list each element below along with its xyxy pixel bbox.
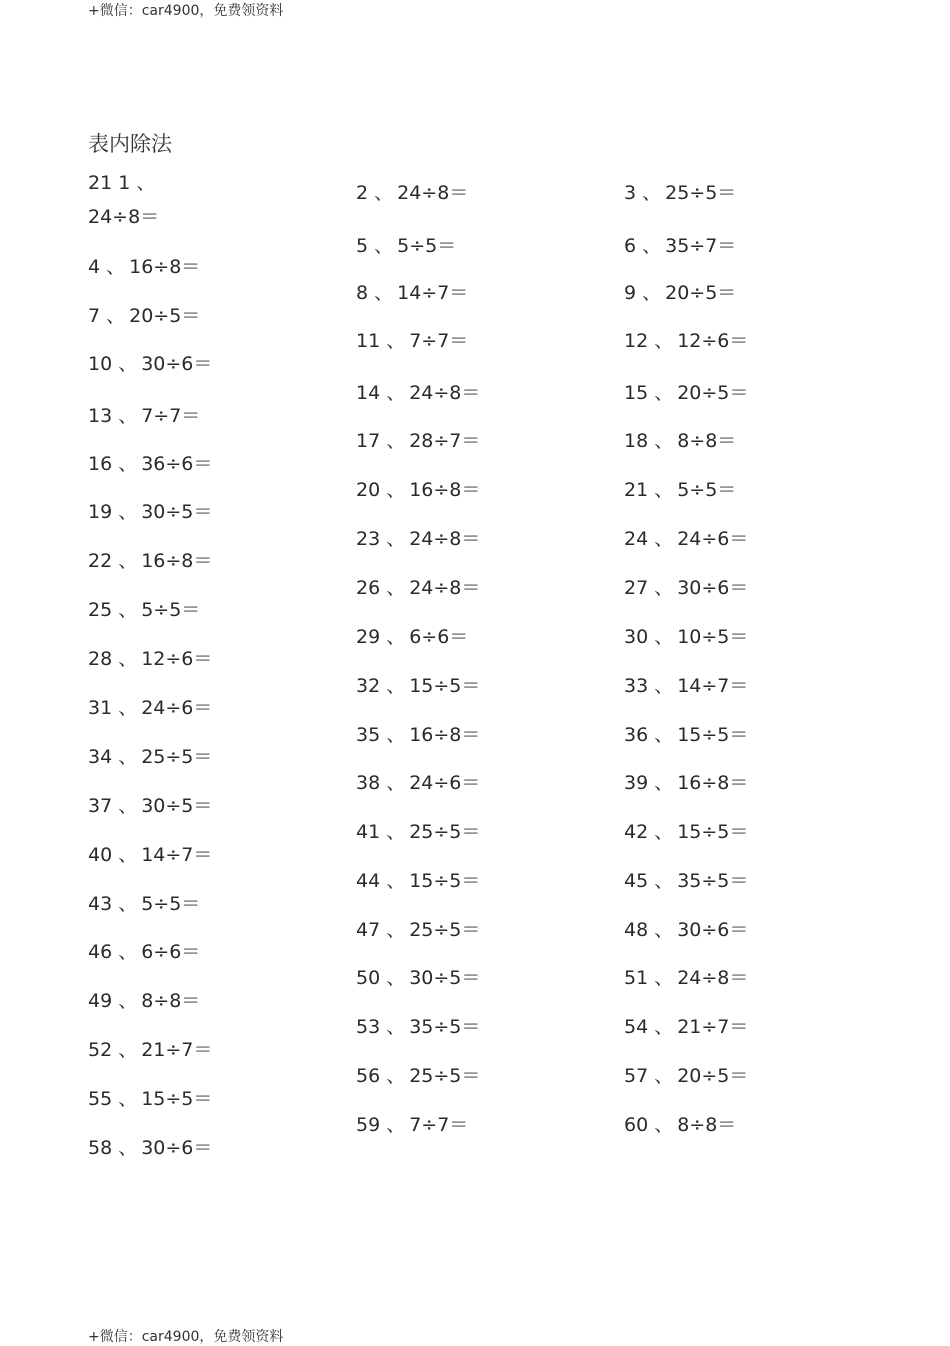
problem-separator: 、 [386,430,406,452]
problem-number: 44 [356,870,381,892]
problem-expression: 30÷6＝ [677,919,749,941]
problem-number: 28 [88,648,113,670]
problem-30 [624,625,748,649]
problem-1-label: 21 1 、 [88,172,156,194]
watermark-top: +微信：car4900，免费领资料 [88,3,284,19]
problem-expression: 20÷5＝ [665,282,737,304]
problem-separator: 、 [654,675,674,697]
problem-separator: 、 [118,893,138,915]
problem-expression: 24÷8＝ [409,577,481,599]
problem-number: 31 [88,697,113,719]
problem-number: 18 [624,430,649,452]
problem-number: 52 [88,1039,113,1061]
problem-separator: 、 [118,501,138,523]
problem-expression: 21÷7＝ [677,1016,749,1038]
problem-number: 59 [356,1114,381,1136]
problem-44 [356,869,480,893]
problem-number: 51 [624,967,649,989]
problem-separator: 、 [386,919,406,941]
problem-expression: 24÷8＝ [397,182,469,204]
problem-expression: 35÷5＝ [409,1016,481,1038]
problem-16 [88,452,212,476]
problem-23 [356,527,480,551]
problem-number: 40 [88,844,113,866]
problem-separator: 、 [654,1114,674,1136]
problem-expression: 6÷6＝ [141,941,201,963]
problem-expression: 30÷6＝ [141,353,213,375]
problem-number: 36 [624,724,649,746]
watermark-bottom: +微信：car4900，免费领资料 [88,1329,284,1345]
problem-number: 26 [356,577,381,599]
problem-43 [88,892,200,916]
problem-expression: 24÷6＝ [141,697,213,719]
problem-expression: 35÷7＝ [665,235,737,257]
problem-number: 8 [356,282,369,304]
problem-24 [624,527,748,551]
problem-number: 24 [624,528,649,550]
problem-number: 33 [624,675,649,697]
problem-expression: 7÷7＝ [409,330,469,352]
problem-11 [356,329,468,353]
problem-number: 41 [356,821,381,843]
problem-separator: 、 [386,675,406,697]
problem-41 [356,820,480,844]
problem-expression: 35÷5＝ [677,870,749,892]
problem-number: 2 [356,182,369,204]
problem-53 [356,1015,480,1039]
problem-separator: 、 [386,967,406,989]
problem-separator: 、 [642,182,662,204]
problem-expression: 25÷5＝ [409,919,481,941]
problem-26 [356,576,480,600]
problem-separator: 、 [374,235,394,257]
problem-52 [88,1038,212,1062]
problem-expression: 25÷5＝ [141,746,213,768]
problem-number: 6 [624,235,637,257]
problem-number: 45 [624,870,649,892]
problem-7 [88,304,200,328]
problem-expression: 24÷8＝ [409,382,481,404]
problem-49 [88,989,200,1013]
problem-25 [88,598,200,622]
problem-separator: 、 [386,870,406,892]
problem-28 [88,647,212,671]
problem-29 [356,625,468,649]
problem-separator: 、 [386,382,406,404]
problem-separator: 、 [118,1088,138,1110]
problem-expression: 7÷7＝ [141,405,201,427]
problem-number: 14 [356,382,381,404]
problem-12 [624,329,748,353]
problem-expression: 21÷7＝ [141,1039,213,1061]
problem-number: 54 [624,1016,649,1038]
problem-separator: 、 [386,577,406,599]
problem-number: 32 [356,675,381,697]
problem-40 [88,843,212,867]
problem-separator: 、 [654,528,674,550]
problem-separator: 、 [118,941,138,963]
problem-expression: 5÷5＝ [141,599,201,621]
problem-expression: 8÷8＝ [677,430,737,452]
problem-32 [356,674,480,698]
problem-number: 55 [88,1088,113,1110]
problem-number: 34 [88,746,113,768]
problem-number: 49 [88,990,113,1012]
problem-separator: 、 [654,330,674,352]
problem-expression: 7÷7＝ [409,1114,469,1136]
problem-4 [88,255,200,279]
problem-separator: 、 [118,697,138,719]
problem-51 [624,966,748,990]
problem-50 [356,966,480,990]
problem-number: 3 [624,182,637,204]
problem-6 [624,234,736,258]
problem-number: 53 [356,1016,381,1038]
problem-18 [624,429,736,453]
problem-expression: 8÷8＝ [677,1114,737,1136]
problem-expression: 5÷5＝ [141,893,201,915]
problem-expression: 14÷7＝ [677,675,749,697]
problem-expression: 6÷6＝ [409,626,469,648]
problem-separator: 、 [386,626,406,648]
problem-number: 4 [88,256,101,278]
problem-31 [88,696,212,720]
problem-expression: 20÷5＝ [129,305,201,327]
problem-35 [356,723,480,747]
problem-8 [356,281,468,305]
problem-expression: 16÷8＝ [129,256,201,278]
problem-expression: 36÷6＝ [141,453,213,475]
problem-57 [624,1064,748,1088]
problem-number: 15 [624,382,649,404]
problem-number: 21 [624,479,649,501]
problem-expression: 15÷5＝ [141,1088,213,1110]
problem-expression: 8÷8＝ [141,990,201,1012]
problem-54 [624,1015,748,1039]
problem-number: 11 [356,330,381,352]
problem-33 [624,674,748,698]
problem-number: 46 [88,941,113,963]
problem-45 [624,869,748,893]
problem-separator: 、 [654,577,674,599]
problem-expression: 16÷8＝ [677,772,749,794]
problem-39 [624,771,748,795]
problem-expression: 24÷6＝ [677,528,749,550]
problem-separator: 、 [118,453,138,475]
problem-56 [356,1064,480,1088]
problem-number: 19 [88,501,113,523]
problem-42 [624,820,748,844]
problem-separator: 、 [642,235,662,257]
problem-13 [88,404,200,428]
problem-separator: 、 [386,724,406,746]
problem-separator: 、 [118,1137,138,1159]
problem-number: 37 [88,795,113,817]
problem-59 [356,1113,468,1137]
problem-expression: 15÷5＝ [677,724,749,746]
problem-expression: 15÷5＝ [409,870,481,892]
problem-separator: 、 [386,1114,406,1136]
problem-separator: 、 [118,844,138,866]
problem-separator: 、 [118,1039,138,1061]
problem-20 [356,478,480,502]
problem-number: 27 [624,577,649,599]
problem-expression: 30÷6＝ [141,1137,213,1159]
problem-expression: 20÷5＝ [677,1065,749,1087]
problem-number: 30 [624,626,649,648]
problem-expression: 16÷8＝ [409,724,481,746]
problem-55 [88,1087,212,1111]
problem-37 [88,794,212,818]
problem-number: 50 [356,967,381,989]
problem-number: 60 [624,1114,649,1136]
problem-expression: 24÷8＝ [409,528,481,550]
problem-separator: 、 [374,282,394,304]
problem-expression: 25÷5＝ [409,1065,481,1087]
problem-separator: 、 [118,405,138,427]
problem-separator: 、 [654,479,674,501]
problem-expression: 14÷7＝ [397,282,469,304]
problem-27 [624,576,748,600]
problem-22 [88,549,212,573]
problem-5 [356,234,456,258]
problem-separator: 、 [118,746,138,768]
problem-separator: 、 [106,305,126,327]
problem-number: 38 [356,772,381,794]
problem-number: 48 [624,919,649,941]
problem-number: 47 [356,919,381,941]
problem-number: 42 [624,821,649,843]
problem-separator: 、 [654,1016,674,1038]
problem-number: 29 [356,626,381,648]
problem-number: 25 [88,599,113,621]
problem-number: 20 [356,479,381,501]
problem-number: 9 [624,282,637,304]
problem-separator: 、 [118,795,138,817]
problem-expression: 28÷7＝ [409,430,481,452]
problem-expression: 30÷6＝ [677,577,749,599]
problem-separator: 、 [654,967,674,989]
problem-separator: 、 [386,1065,406,1087]
problem-expression: 24÷8＝ [677,967,749,989]
problem-separator: 、 [654,919,674,941]
problem-separator: 、 [118,599,138,621]
page-title: 表内除法 [88,132,172,156]
problem-expression: 30÷5＝ [141,501,213,523]
problem-number: 10 [88,353,113,375]
problem-separator: 、 [118,550,138,572]
problem-number: 23 [356,528,381,550]
problem-36 [624,723,748,747]
problem-38 [356,771,480,795]
problem-separator: 、 [654,1065,674,1087]
problem-separator: 、 [654,430,674,452]
problem-separator: 、 [118,990,138,1012]
problem-expression: 25÷5＝ [409,821,481,843]
problem-expression: 16÷8＝ [141,550,213,572]
problem-34 [88,745,212,769]
problem-14 [356,381,480,405]
problem-58 [88,1136,212,1160]
problem-47 [356,918,480,942]
problem-2 [356,181,468,205]
problem-separator: 、 [386,330,406,352]
problem-separator: 、 [374,182,394,204]
problem-expression: 15÷5＝ [677,821,749,843]
problem-number: 43 [88,893,113,915]
problem-expression: 20÷5＝ [677,382,749,404]
problem-separator: 、 [386,479,406,501]
problem-separator: 、 [654,724,674,746]
problem-21 [624,478,736,502]
problem-46 [88,940,200,964]
problem-9 [624,281,736,305]
problem-number: 39 [624,772,649,794]
problem-19 [88,500,212,524]
problem-number: 12 [624,330,649,352]
problem-number: 56 [356,1065,381,1087]
problem-separator: 、 [642,282,662,304]
problem-expression: 10÷5＝ [677,626,749,648]
problem-1 [88,166,159,234]
problem-expression: 16÷8＝ [409,479,481,501]
problem-number: 7 [88,305,101,327]
problem-expression: 30÷5＝ [409,967,481,989]
problem-48 [624,918,748,942]
problem-number: 58 [88,1137,113,1159]
problem-separator: 、 [386,772,406,794]
problem-1-expression: 24÷8＝ [88,206,160,228]
problem-separator: 、 [386,1016,406,1038]
problem-15 [624,381,748,405]
problem-17 [356,429,480,453]
problem-separator: 、 [386,821,406,843]
problem-expression: 5÷5＝ [677,479,737,501]
problem-3 [624,181,736,205]
problem-number: 5 [356,235,369,257]
problem-separator: 、 [654,772,674,794]
problem-number: 13 [88,405,113,427]
problem-number: 57 [624,1065,649,1087]
problem-expression: 30÷5＝ [141,795,213,817]
problem-separator: 、 [118,648,138,670]
problem-separator: 、 [118,353,138,375]
problem-number: 35 [356,724,381,746]
problem-separator: 、 [654,821,674,843]
problem-separator: 、 [654,382,674,404]
problem-number: 16 [88,453,113,475]
problem-separator: 、 [106,256,126,278]
problem-separator: 、 [654,626,674,648]
problem-separator: 、 [654,870,674,892]
problem-separator: 、 [386,528,406,550]
problem-60 [624,1113,736,1137]
problem-10 [88,352,212,376]
problem-expression: 25÷5＝ [665,182,737,204]
problem-expression: 12÷6＝ [141,648,213,670]
problem-number: 17 [356,430,381,452]
problem-expression: 5÷5＝ [397,235,457,257]
problem-expression: 14÷7＝ [141,844,213,866]
problem-expression: 12÷6＝ [677,330,749,352]
problem-number: 22 [88,550,113,572]
problem-expression: 24÷6＝ [409,772,481,794]
problem-expression: 15÷5＝ [409,675,481,697]
